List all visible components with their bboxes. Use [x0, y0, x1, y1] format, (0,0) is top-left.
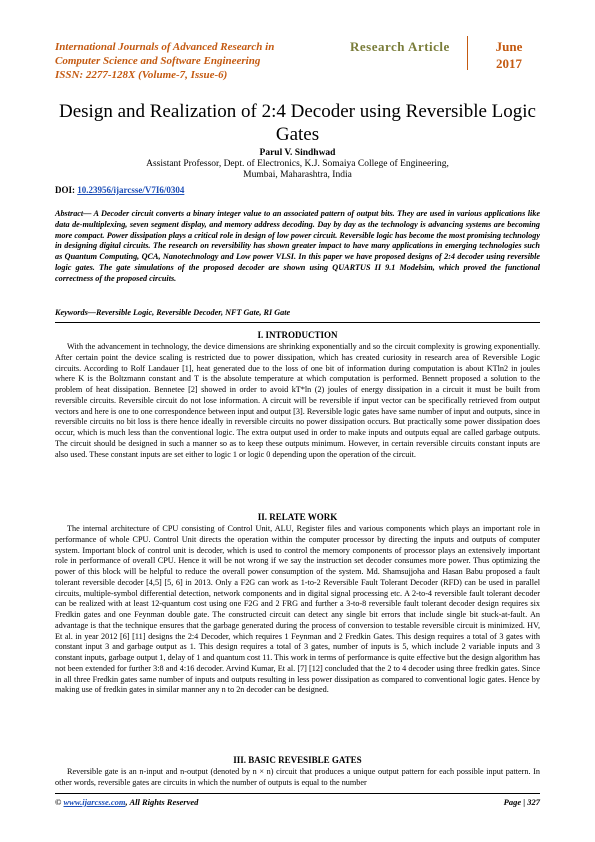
footer-copyright — [55, 797, 198, 807]
section-heading-basic-gates: III. BASIC REVESIBLE GATES — [233, 755, 362, 765]
footer-site-link[interactable]: www.ijarcsse.com — [63, 797, 126, 807]
header-divider — [467, 36, 468, 70]
journal-name-line1: International Journals of Advanced Research in — [55, 41, 275, 53]
author-block — [55, 148, 540, 181]
author-affiliation-line1: Assistant Professor, Dept. of Electronics, K.J. Somaiya College of Engineering, — [146, 159, 449, 169]
doi-line — [55, 185, 184, 195]
publication-year: 2017 — [496, 56, 522, 71]
journal-header — [55, 40, 335, 82]
article-type: Research Article — [350, 39, 450, 54]
copyright-symbol: © — [55, 797, 64, 807]
paper-title: Design and Realization of 2:4 Decoder using Reversible Logic Gates — [59, 101, 536, 145]
journal-issn: ISSN: 2277-128X (Volume-7, Issue-6) — [55, 69, 228, 81]
section-heading-related-work: II. RELATE WORK — [257, 512, 338, 522]
publication-month: June — [495, 39, 523, 54]
publication-date — [484, 38, 534, 72]
section-body-related-work: The internal architecture of CPU consisting of Control Unit, ALU, Register files and various components which plays an important role in performance of whole CPU. Control Unit directs the operation within the computer processor by directing the inputs and outputs of computer system. Important block of control unit is decoder, which is used to control the memory components of processor plays an extensively important role in performance of overall CPU. Hence it will be not wrong if we say the instruction set decoder consumes more power. Thus optimizing the power of this block will be helpful to reduce the overall power consumption of the system. Md. Shamsujjoha and Hasan Babu proposed a fault tolerant reversible decoder [4,5] [5, 6] in 2013. Only a F2G can work as 1-to-2 Reversible Fault Tolerant Decoder (RFD) can be used in parallel circuits, multiple-symbol differential detection, network components and in digital signal processing etc. A 2-to-4 reversible fault tolerant decoder can be realized with at least 12-quantum cost using one F2G and 2 FRG and further a 3-to-8 reversible fault tolerant decoder design requires six Fredkin gates and one Feynman double gate. The constructed circuit can detect any single bit errors that include single bit stuck-at-fault. An advantage is that the technique ensures that the garbage generated during the process of conversion to testable reversible circuit is minimized. HV, Et al. in year 2012 [6] [11] designs the 2:4 Decoder, which requires 1 Feynman and 2 Fredkin Gates. This design requires a total of 3 gates with constant input 3 and garbage output as 1. This design requires a total of 3 gates, number of inputs is 5, which include 2 variable inputs and 3 constant inputs, garbage output 1, delay of 1 and quantum cost 11. This work in terms of performance is quite effective but the design algorithm has not been extended for further 3:8 and 4:16 decoder. Arvind Kumar, Et al. [7] [12] concluded that the 2 to 4 decoder using three fredkin gates. Since in all three Fredkin gates same number of inputs and outputs resulting in less power dissipation as compared to conventional logic gates. Hence by making use of fredkin gates in similar manner any n to 2n decoder can be designed. — [55, 524, 540, 695]
footer-rights: , All Rights Reserved — [125, 797, 199, 807]
keywords: Keywords—Reversible Logic, Reversible Decoder, NFT Gate, RI Gate — [55, 308, 291, 317]
abstract: Abstract— A Decoder circuit converts a binary integer value to an associated pattern of output bits. They are used in various applications like data de-multiplexing, seven segment display, and memory address decoding. Day by day as the technology is advancing systems are becoming more compact. Power dissipation plays a critical role in design of low power circuit. Reversible logic has become the most promising technology in designing digital circuits. The research on reversibility has shown greater impact to have many applications in emerging technologies such as Quantum Computing, QCA, Nanotechnology and Low power VLSI. In this paper we have proposed designs of 2:4 decoder using reversible logic gates. The gate simulations of the proposed decoder are shown using QUARTUS II 9.1 Modelsim, which proved the functional correctness of the proposed circuits. — [55, 209, 540, 283]
section-body-introduction: With the advancement in technology, the device dimensions are shrinking exponentially and so the circuit complexity is growing exponentially. After certain point the device scaling is restricted due to power dissipation, which has created curiosity in research area of Reversible Logic circuits. According to Rolf Landauer [1], heat generated due to the loss of one bit of information during computation is about KTln2 in joules where K is the Boltzmann constant and T is the absolute temperature at which computation is performed. Bennett proposed a solution to the problem of heat dissipation. Bennetee [2] showed in order to avoid kT*ln (2) joules of energy dissipation in a circuit it must be built from reversible circuits. Reversible circuit do not lose information. A circuit will be reversible if input vector can be specifically retrieved from output vectors and here is one to one correspondence between input and output [3]. Reversible logic gates have same number of input and outputs, since in reversible circuits no bit loss is there hence ideally in reversible circuits no power dissipation occurs. But practically some power dissipation does occur, which is much less than the conventional logic. The extra output used in order to make inputs and outputs equal are called garbage outputs. The circuit should be designed in such a manner so as to keep these outputs minimum. However, in certain reversible circuits constant inputs are also used. These constant inputs are set either to logic 1 or logic 0 depending upon the operation of the circuit. — [55, 342, 540, 459]
footer-divider — [55, 793, 540, 794]
author-name: Parul V. Sindhwad — [259, 148, 336, 158]
page-number: Page | 327 — [503, 797, 540, 807]
doi-link[interactable]: 10.23956/ijarcsse/V7I6/0304 — [77, 185, 185, 195]
section-body-basic-gates: Reversible gate is an n-input and n-output (denoted by n × n) circuit that produces a unique output pattern for each possible input pattern. In other words, reversible gates are circuits in which the number of outputs is equal to the number — [55, 767, 540, 787]
section-heading-introduction: I. INTRODUCTION — [257, 330, 338, 340]
author-affiliation-line2: Mumbai, Maharashtra, India — [243, 170, 352, 180]
journal-name-line2: Computer Science and Software Engineering — [55, 55, 261, 67]
keywords-divider — [55, 322, 540, 323]
doi-label: DOI: — [55, 185, 75, 195]
